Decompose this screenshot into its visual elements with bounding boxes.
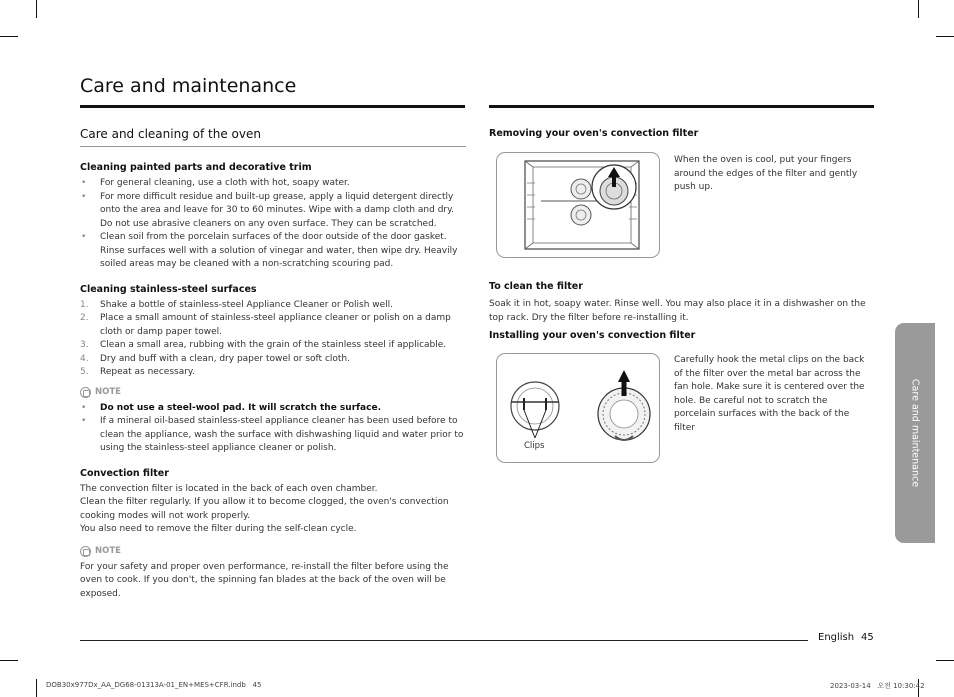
removing-heading: Removing your oven's convection filter (489, 128, 699, 139)
to-clean-heading: To clean the filter (489, 281, 583, 292)
title-rule-left (80, 105, 465, 108)
convection-text: The convection filter is located in the back of each oven chamber. Clean the filter regularly. If you allow it to become clogged, the oven's convection cooking modes will not work properly. You also need to remove the filter during the self-clean cycle. (80, 483, 449, 534)
page-title: Care and maintenance (80, 75, 297, 97)
painted-heading: Cleaning painted parts and decorative trim (80, 162, 312, 173)
crop-mark (36, 0, 37, 18)
oven-filter-removal-illustration (496, 152, 660, 258)
footer-rule (80, 640, 808, 641)
note-icon (80, 387, 91, 398)
footer-language: English (818, 632, 855, 643)
crop-mark (918, 0, 919, 18)
section-rule (80, 146, 466, 147)
steel-steps (80, 299, 466, 380)
to-clean-text: Soak it in hot, soapy water. Rinse well. You may also place it in a dishwasher on the top rack. Dry the filter before re-installing it. (489, 299, 866, 323)
clips-label: Clips (524, 441, 545, 451)
oven-cavity-drawing (497, 153, 659, 257)
note-icon (80, 546, 91, 557)
side-chapter-tab[interactable] (895, 323, 935, 543)
footer-page-number: 45 (861, 632, 874, 643)
list-item: 1. Shake a bottle of stainless-steel Appliance Cleaner or Polish well. (80, 299, 394, 310)
list-item: • For more difficult residue and built-up grease, apply a liquid detergent directly onto the area and leave for 30 to 60 minutes. Wipe with a damp cloth and dry. Do not use abrasive cleaners on any oven surface. They can be scratched. (81, 191, 455, 229)
note-label: NOTE (80, 546, 466, 557)
list-item: 3. Clean a small area, rubbing with the grain of the stainless steel if applicable. (80, 340, 447, 350)
installing-heading: Installing your oven's convection filter (489, 330, 696, 341)
list-item: • For general cleaning, use a cloth with hot, soapy water. (81, 178, 350, 188)
crop-mark (0, 36, 18, 37)
installing-text: Carefully hook the metal clips on the back of the filter over the metal bar across the fan hole. Make sure it is centered over the hole. Be careful not to scratch the porcelain surfaces with the back of the filter (674, 355, 865, 433)
note-label: NOTE (80, 387, 466, 398)
list-item: • Do not use a steel-wool pad. It will scratch the surface. (81, 402, 381, 413)
list-item: 5. Repeat as necessary. (80, 367, 195, 377)
footer-timestamp: 2023-03-14 오전 10:30:42 (830, 682, 925, 690)
title-rule-right (489, 105, 874, 108)
list-item: • Clean soil from the porcelain surfaces of the door outside of the door gasket. Rinse surfaces well with a solution of vinegar and water, then wipe dry. Heavily soiled areas may be cleaned with a non-scratching scouring pad. (81, 232, 458, 269)
crop-mark (936, 660, 954, 661)
convection-heading: Convection filter (80, 467, 169, 479)
crop-mark (36, 679, 37, 697)
crop-mark (0, 660, 18, 661)
convection-note-text: For your safety and proper oven performance, re-install the filter before using the oven to cook. If you don't, the spinning fan blades at the back of the oven will be exposed. (80, 561, 449, 599)
side-tab-label: Care and maintenance (909, 378, 921, 488)
list-item: 2. Place a small amount of stainless-steel appliance cleaner or polish on a damp cloth or damp paper towel. (80, 313, 451, 337)
section-title: Care and cleaning of the oven (80, 127, 261, 141)
removing-text: When the oven is cool, put your fingers around the edges of the filter and gently push up. (674, 155, 858, 192)
crop-mark (936, 36, 954, 37)
painted-list (80, 177, 466, 272)
filter-installation-illustration (496, 353, 660, 463)
footer-file-info: DOB30x977Dx_AA_DG68-01313A-01_EN+MES+CFR.indb 45 (46, 681, 262, 689)
filter-clips-drawing (497, 354, 659, 462)
steel-heading: Cleaning stainless-steel surfaces (80, 283, 257, 295)
list-item: • If a mineral oil-based stainless-steel appliance cleaner has been used before to clean the appliance, wash the surface with dishwashing liquid and water prior to using the stainless-steel appliance cleaner or polish. (81, 416, 464, 453)
left-column (80, 127, 466, 601)
steel-note-list (80, 402, 466, 456)
list-item: 4. Dry and buff with a clean, dry paper towel or soft cloth. (80, 353, 350, 364)
